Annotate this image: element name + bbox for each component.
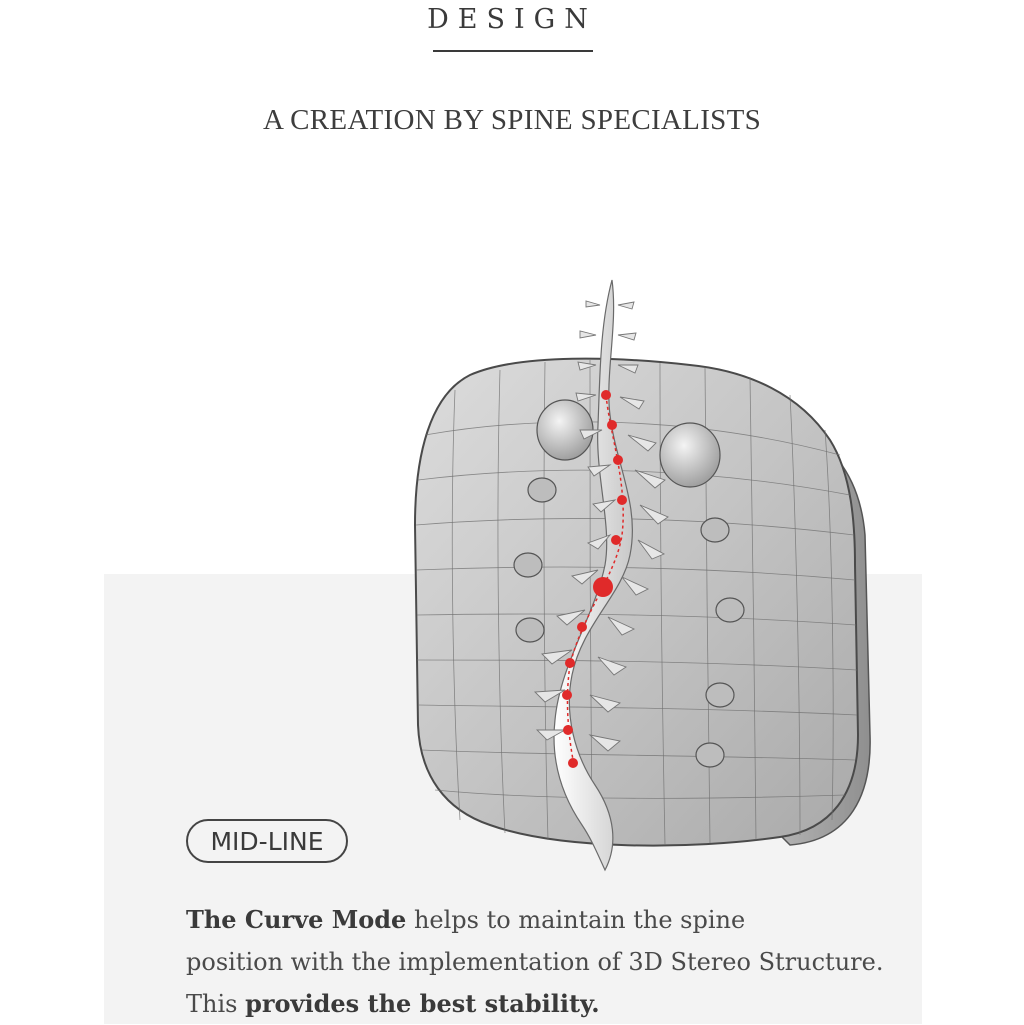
stability-label: provides the best stability. (245, 989, 600, 1018)
curve-mode-label: The Curve Mode (186, 905, 407, 934)
description-line-3-start: This (186, 990, 246, 1018)
section-title: DESIGN (427, 4, 597, 35)
description-line-1-rest: helps to maintain the spine (406, 906, 746, 934)
page-subtitle: A CREATION BY SPINE SPECIALISTS (262, 104, 762, 136)
description-line-1 (186, 899, 906, 941)
spine-cushion-illustration (360, 265, 880, 885)
cushion-body (415, 359, 870, 846)
description-line-3 (186, 983, 906, 1025)
title-underline (433, 50, 593, 52)
description-text (186, 899, 906, 1025)
mid-line-badge: MID-LINE (186, 819, 348, 863)
description-line-2: position with the implementation of 3D Stereo Structure. (186, 948, 884, 976)
